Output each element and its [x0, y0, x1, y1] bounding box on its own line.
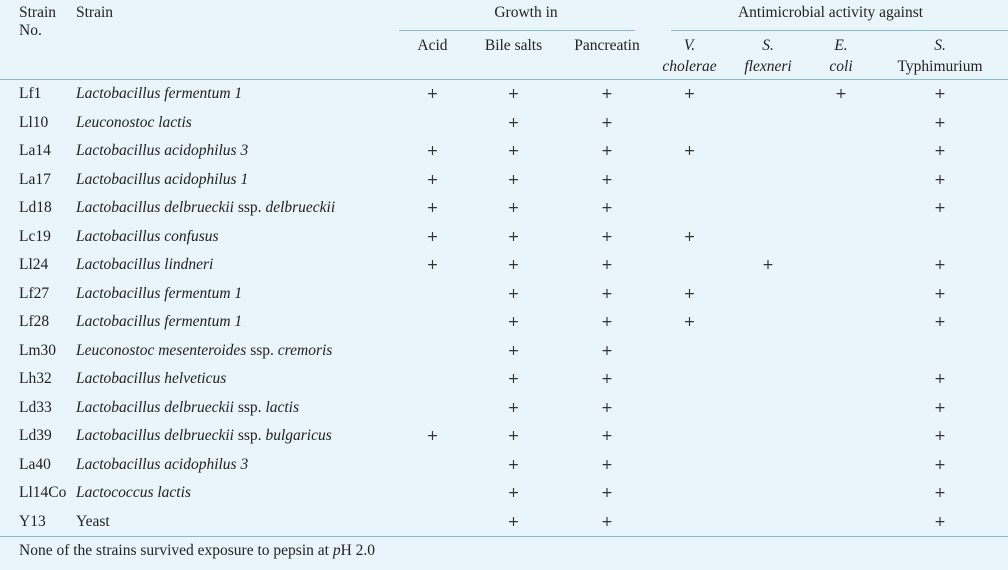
cell-sf: [726, 137, 810, 166]
cell-sf: [726, 194, 810, 223]
cell-vc: [653, 365, 726, 394]
header-strain-no-line1: Strain: [19, 4, 57, 21]
cell-st: [872, 223, 1008, 252]
cell-pan: +: [601, 342, 613, 359]
cell-sf: [726, 451, 810, 480]
strain-name-italic: Lactobacillus fermentum 1: [76, 284, 243, 302]
cell-st: +: [934, 200, 946, 216]
cell-acid: [399, 308, 466, 337]
cell-vc: +: [683, 285, 696, 302]
cell-st: +: [934, 143, 946, 159]
header-bile-salts: Bile salts: [484, 37, 543, 54]
cell-sf: [726, 479, 810, 508]
cell-sf: [726, 394, 810, 423]
cell-vc: [653, 109, 726, 138]
table-row: [0, 194, 1008, 223]
strain-name-italic-sub: lactis: [265, 398, 300, 416]
strain-name: [76, 394, 399, 423]
cell-st: +: [934, 428, 946, 444]
header-v-cholerae-l1: V.: [683, 37, 696, 54]
table-footer: [0, 536, 1008, 565]
header-s-typhimurium-l1: S.: [934, 37, 946, 54]
cell-pan: +: [601, 371, 613, 387]
strain-code: Lh32: [19, 370, 52, 387]
cell-acid: +: [426, 143, 439, 159]
cell-bile: +: [507, 428, 520, 444]
header-acid: Acid: [417, 37, 448, 54]
cell-ec: [810, 166, 872, 195]
strain-name-italic: Lactobacillus confusus: [76, 227, 219, 245]
cell-pan: +: [601, 114, 613, 131]
strain-name: [76, 166, 399, 195]
table-row: [0, 422, 1008, 451]
header-e-coli-l2: coli: [829, 58, 853, 75]
cell-st: [872, 337, 1008, 366]
cell-pan: +: [601, 428, 613, 444]
group-growth-underline: [399, 30, 635, 31]
strain-name: [76, 479, 399, 508]
cell-vc: [653, 251, 726, 280]
header-group-antimicrobial-label: Antimicrobial activity against: [737, 4, 924, 21]
cell-acid: +: [426, 428, 439, 444]
strain-name-italic: Lactobacillus fermentum 1: [76, 313, 243, 330]
strain-name: [76, 337, 399, 366]
cell-acid: [399, 394, 466, 423]
strain-code: La14: [19, 142, 51, 159]
cell-sf: [726, 508, 810, 537]
header-s-flexneri: [726, 31, 810, 79]
cell-ec: [810, 109, 872, 138]
strain-name-italic: Lactobacillus lindneri: [76, 256, 214, 273]
strain-name-italic: Lactobacillus acidophilus 3: [76, 455, 249, 473]
cell-bile: +: [507, 456, 520, 473]
cell-pan: +: [601, 456, 613, 473]
cell-ec: [810, 365, 872, 394]
cell-ec: [810, 223, 872, 252]
cell-ec: [810, 308, 872, 337]
cell-sf: [726, 337, 810, 366]
cell-st: +: [934, 513, 946, 530]
strain-code: Ld33: [19, 398, 52, 416]
strain-name-plain: ssp.: [233, 427, 266, 444]
strain-name-italic: Lactobacillus acidophilus 3: [76, 142, 249, 159]
cell-ec: [810, 137, 872, 166]
cell-sf: [726, 223, 810, 252]
cell-bile: +: [507, 228, 520, 245]
cell-vc: [653, 479, 726, 508]
cell-bile: +: [507, 257, 520, 273]
strain-code: Ll14Co: [19, 484, 67, 501]
cell-st: +: [934, 171, 946, 188]
header-e-coli-l1: E.: [834, 37, 848, 54]
strain-name: [76, 194, 399, 223]
footer-note: [0, 537, 1008, 565]
header-group-growth: [399, 0, 653, 31]
strain-name: [76, 80, 399, 109]
table-body: [0, 80, 1008, 536]
strain-name-italic: Lactococcus lactis: [76, 484, 191, 501]
cell-bile: +: [507, 314, 520, 330]
cell-st: +: [934, 257, 946, 273]
cell-bile: +: [507, 285, 520, 302]
cell-acid: [399, 479, 466, 508]
strain-name-plain: ssp.: [246, 341, 278, 359]
strain-code: Ld18: [19, 199, 52, 216]
table-row: [0, 280, 1008, 309]
table-row: [0, 80, 1008, 109]
strain-name-italic-sub: cremoris: [277, 341, 333, 359]
strain-name: [76, 280, 399, 309]
cell-ec: [810, 422, 872, 451]
table-row: [0, 109, 1008, 138]
strain-name-plain: ssp.: [233, 199, 266, 216]
table-row: [0, 223, 1008, 252]
table-row: [0, 451, 1008, 480]
cell-acid: +: [426, 200, 439, 216]
strain-code: Lc19: [19, 227, 51, 245]
cell-bile: +: [507, 485, 520, 501]
cell-bile: +: [507, 513, 520, 530]
strain-name-italic: Lactobacillus delbrueckii: [76, 199, 234, 216]
table-row: [0, 479, 1008, 508]
cell-acid: +: [426, 171, 439, 188]
cell-vc: +: [683, 314, 696, 330]
cell-vc: +: [683, 143, 696, 159]
cell-bile: +: [507, 86, 520, 102]
header-strain-no: [0, 0, 76, 79]
cell-pan: +: [601, 171, 613, 188]
cell-vc: [653, 394, 726, 423]
cell-sf: [726, 308, 810, 337]
footer-note-before: None of the strains survived exposure to pepsin at: [19, 542, 333, 559]
cell-sf: [726, 166, 810, 195]
strain-name-italic-sub: delbrueckii: [265, 199, 336, 216]
table-row: [0, 166, 1008, 195]
strain-name-italic: Lactobacillus delbrueckii: [76, 427, 234, 444]
strain-name-italic: Lactobacillus delbrueckii: [76, 398, 234, 416]
cell-acid: +: [426, 257, 439, 273]
cell-acid: +: [426, 228, 439, 245]
table-row: [0, 337, 1008, 366]
cell-st: +: [934, 314, 946, 330]
strain-name: [76, 251, 399, 280]
cell-vc: [653, 337, 726, 366]
strain-name: [76, 365, 399, 394]
cell-vc: [653, 422, 726, 451]
strain-name: [76, 508, 399, 537]
header-strain-no-line2: No.: [19, 22, 42, 39]
cell-bile: +: [507, 171, 520, 188]
cell-st: +: [934, 86, 946, 102]
cell-ec: [810, 251, 872, 280]
cell-sf: +: [762, 257, 774, 273]
cell-ec: +: [835, 86, 847, 102]
header-v-cholerae: [653, 31, 726, 79]
cell-bile: +: [507, 399, 520, 416]
cell-ec: [810, 194, 872, 223]
cell-st: +: [934, 399, 946, 416]
strain-name-plain: ssp.: [233, 398, 266, 416]
strain-name-italic-sub: bulgaricus: [265, 427, 332, 444]
cell-sf: [726, 109, 810, 138]
strain-code: Lf28: [19, 313, 50, 330]
strain-name: [76, 308, 399, 337]
footer-note-after: H 2.0: [340, 542, 376, 559]
cell-st: +: [934, 285, 946, 302]
cell-sf: [726, 422, 810, 451]
header-e-coli: [810, 31, 872, 79]
cell-pan: +: [601, 399, 613, 416]
cell-pan: +: [601, 485, 613, 501]
cell-pan: +: [601, 513, 613, 530]
header-s-typhimurium-l2: Typhimurium: [897, 58, 983, 75]
cell-st: +: [934, 485, 946, 501]
group-antimicrobial-underline: [671, 30, 1008, 31]
cell-sf: [726, 280, 810, 309]
strain-name: [76, 223, 399, 252]
header-s-flexneri-l1: S.: [762, 37, 774, 54]
cell-bile: +: [507, 371, 520, 387]
strain-name-italic: Leuconostoc mesenteroides: [76, 341, 247, 359]
cell-ec: [810, 508, 872, 537]
cell-st: +: [934, 456, 946, 473]
table-row: [0, 137, 1008, 166]
strain-code: Ll24: [19, 256, 49, 273]
cell-sf: [726, 80, 810, 109]
strain-name-italic: Lactobacillus acidophilus 1: [76, 170, 249, 188]
cell-acid: [399, 280, 466, 309]
strain-name: [76, 109, 399, 138]
cell-st: +: [934, 114, 946, 131]
strain-name: [76, 422, 399, 451]
strain-code: Y13: [19, 512, 46, 530]
table-header: [0, 0, 1008, 80]
strain-name: [76, 451, 399, 480]
cell-ec: [810, 280, 872, 309]
header-v-cholerae-l2: cholerae: [662, 58, 717, 75]
cell-pan: +: [601, 285, 613, 302]
cell-pan: +: [601, 200, 613, 216]
cell-bile: +: [507, 143, 520, 159]
cell-acid: [399, 109, 466, 138]
cell-bile: +: [507, 342, 520, 359]
cell-bile: +: [507, 200, 520, 216]
cell-pan: +: [601, 228, 613, 245]
cell-vc: [653, 166, 726, 195]
cell-acid: [399, 451, 466, 480]
strain-code: La40: [19, 455, 51, 473]
cell-pan: +: [601, 143, 613, 159]
strain-code: Ll10: [19, 113, 49, 131]
cell-vc: +: [683, 228, 696, 245]
header-strain: Strain: [76, 4, 114, 21]
table-row: [0, 251, 1008, 280]
cell-bile: +: [507, 114, 520, 131]
cell-ec: [810, 451, 872, 480]
footer-note-italic: p: [332, 542, 341, 559]
strain-name-plain: Yeast: [76, 512, 110, 530]
cell-vc: [653, 194, 726, 223]
strain-name-italic: Leuconostoc lactis: [76, 113, 192, 131]
header-s-typhimurium: [872, 31, 1008, 79]
strain-code: Lf27: [19, 284, 50, 302]
strain-code: Lm30: [19, 341, 57, 359]
strain-code: Lf1: [19, 85, 42, 102]
cell-acid: [399, 508, 466, 537]
header-group-antimicrobial: [653, 0, 1008, 31]
cell-vc: [653, 508, 726, 537]
strain-name: [76, 137, 399, 166]
cell-vc: +: [683, 86, 696, 102]
cell-pan: +: [601, 86, 613, 102]
cell-sf: [726, 365, 810, 394]
strain-code: La17: [19, 170, 51, 188]
cell-acid: +: [426, 86, 439, 102]
cell-ec: [810, 394, 872, 423]
strain-name-italic: Lactobacillus fermentum 1: [76, 85, 243, 102]
header-group-growth-label: Growth in: [494, 4, 558, 21]
strain-name-italic: Lactobacillus helveticus: [76, 370, 227, 387]
cell-acid: [399, 337, 466, 366]
cell-pan: +: [601, 257, 613, 273]
cell-acid: [399, 365, 466, 394]
cell-vc: [653, 451, 726, 480]
cell-st: +: [934, 371, 946, 387]
cell-pan: +: [601, 314, 613, 330]
table-row: [0, 365, 1008, 394]
header-s-flexneri-l2: flexneri: [744, 58, 792, 75]
table-row: [0, 508, 1008, 537]
strain-code: Ld39: [19, 427, 52, 444]
cell-ec: [810, 337, 872, 366]
table-row: [0, 394, 1008, 423]
table-row: [0, 308, 1008, 337]
cell-ec: [810, 479, 872, 508]
header-pancreatin: Pancreatin: [574, 37, 640, 54]
